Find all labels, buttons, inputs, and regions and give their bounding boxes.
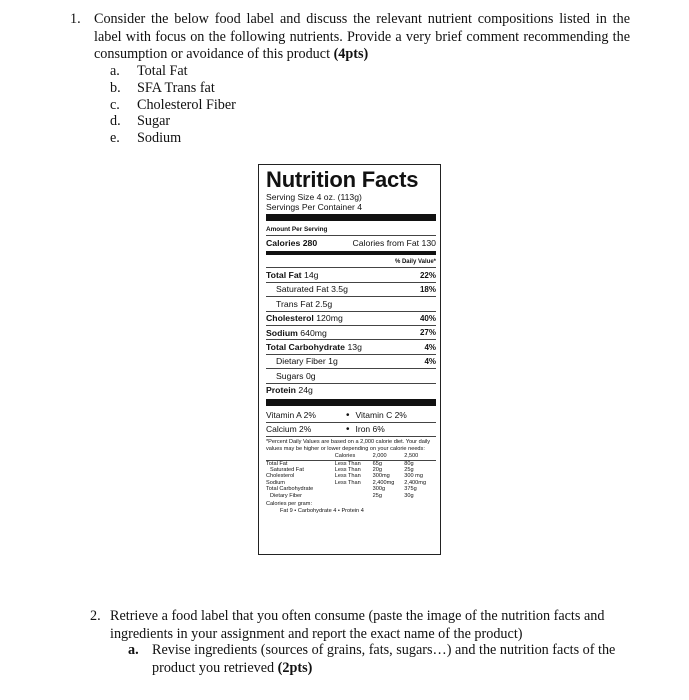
label-title: Nutrition Facts	[266, 167, 419, 192]
calories-per-gram-values: Fat 9 • Carbohydrate 4 • Protein 4	[280, 507, 364, 514]
calcium: Calcium 2%	[266, 424, 312, 435]
question-2a	[128, 642, 638, 677]
sodium-row: Sodium 640mg 27%	[266, 327, 436, 338]
vitamins-row	[266, 409, 436, 422]
total-carbohydrate-row: Total Carbohydrate 13g 4%	[266, 342, 436, 353]
question-2a-text: Revise ingredients (sources of grains, fats, sugars…) and the nutrition facts of the product you retrieved (2pts)	[152, 642, 616, 676]
total-fat-row: Total Fat 14g 22%	[266, 270, 436, 281]
daily-value-header: % Daily Value*	[394, 259, 436, 266]
serving-size: Serving Size 4 oz. (113g)	[266, 192, 362, 202]
question-2	[90, 608, 636, 643]
sugars-row: Sugars 0g	[276, 370, 316, 381]
bullet-icon: •	[346, 409, 350, 421]
thick-divider	[266, 399, 436, 406]
question-1-text: Consider the below food label and discuss the relevant nutrient compositions listed in the label with focus on the following nutrients. Provide a very brief comment recommending the consumption or avoidance of this product (4pts)	[94, 11, 630, 62]
option-b: b. SFA Trans fat	[110, 79, 215, 96]
vitamin-c: Vitamin C 2%	[355, 410, 407, 421]
question-2a-points: (2pts)	[277, 659, 313, 676]
question-1-number: 1.	[70, 11, 81, 27]
medium-divider	[266, 251, 436, 255]
calories-row	[266, 236, 436, 249]
calories: Calories 280	[266, 237, 318, 248]
question-2-text: Retrieve a food label that you often consume (paste the image of the nutrition facts and ingredients in your assignment and report the exact name of the product)	[110, 608, 605, 642]
bullet-icon: •	[346, 423, 350, 435]
servings-per-container: Servings Per Container 4	[266, 202, 363, 212]
protein-row: Protein 24g	[266, 385, 313, 396]
minerals-row	[266, 423, 436, 436]
question-2a-letter: a.	[128, 642, 139, 658]
question-1-options	[110, 63, 236, 147]
footnote-table: Calories 2,000 2,500 Total Fat Less Than 65g 80g Saturated Fat Less Than 20g 25g Cholesterol Less Than 300mg 300 mg Sodium Less Than 2,400mg 2,400mg Total Carbohydrate 300g 375g Dietary Fiber 25g 30g	[266, 453, 436, 499]
option-e: e. Sodium	[110, 130, 182, 147]
trans-fat-row: Trans Fat 2.5g	[276, 298, 333, 309]
question-1	[70, 11, 630, 64]
option-d: d. Sugar	[110, 113, 171, 130]
question-2-number: 2.	[90, 608, 101, 624]
option-c: c. Cholesterol Fiber	[110, 96, 236, 113]
option-a: a. Total Fat	[110, 63, 188, 79]
question-1-points: (4pts)	[333, 46, 369, 62]
saturated-fat-row: Saturated Fat 3.5g 18%	[276, 284, 436, 295]
thick-divider	[266, 214, 436, 221]
calories-per-gram: Calories per gram:	[266, 500, 313, 507]
daily-value-footnote: *Percent Daily Values are based on a 2,000 calorie diet. Your daily values may be higher or lower depending on your calorie needs:	[266, 438, 431, 452]
nutrition-facts-label	[258, 164, 441, 555]
iron: Iron 6%	[355, 424, 385, 435]
amount-per-serving: Amount Per Serving	[266, 226, 328, 233]
calories-from-fat: Calories from Fat 130	[352, 237, 436, 248]
vitamin-a: Vitamin A 2%	[266, 410, 316, 421]
dietary-fiber-row: Dietary Fiber 1g 4%	[276, 356, 436, 367]
cholesterol-row: Cholesterol 120mg 40%	[266, 313, 436, 324]
